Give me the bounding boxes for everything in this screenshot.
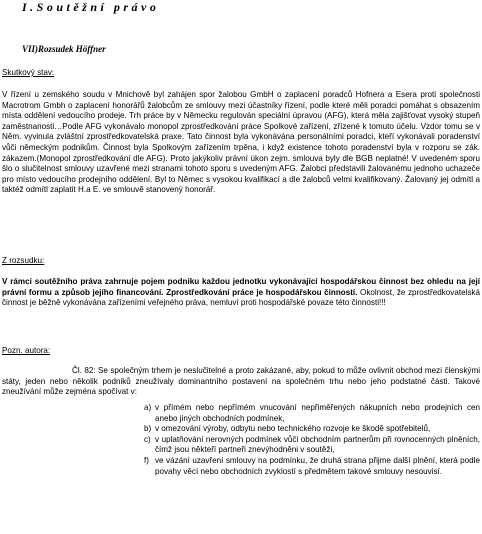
ruling-heading: Z rozsudku: xyxy=(2,256,45,265)
list-item-label: a) xyxy=(144,403,152,412)
list-item-label: f) xyxy=(144,455,149,465)
list-item-text: v přímém nebo nepřímém vnucování nepřiměřených nákupních nebo prodejních cen anebo jiných obchodních podmínek, xyxy=(155,403,480,423)
list-item xyxy=(144,403,480,424)
facts-heading: Skutkový stav: xyxy=(2,68,55,77)
article-list xyxy=(144,403,480,477)
facts-paragraph: V řízení u zemského soudu v Mnichově byl zahájen spor žalobou GmbH o zaplacení poradců Hofnera a Esera proti společnosti Macrotrom Gmbh o zaplacení honorářů žalobcům ze smlouvy mezi účastníky řízení, podle které měli poradci pomáhat s obsazením místa oddělení vedoucího prodeje. Trh práce by v Německu regulován speciální úpravou (AFG), která měla zajišťovat vysoký stupeň zaměstnanosti…Podle AFG vykonávalo monopol zprostředkování práce Spolkové zařízení, zřízené k tomuto účelu. Vzdor tomu se v Něm. vyvinula zvláštní zprostředkovatelská praxe. Tato činnost byla vykonávána personálními poradci, kteří vykonávali poradenství vůči německým podnikům. Činnost byla Spolkovým zařízením trpěna, i když existence tohoto poradenství byla v rozporu se zák. zákazem.(Monopol zprostředkování dle AFG). Proto jakýkoliv právní úkon zejm. smlouva byly dle BGB neplatné! V uvedeném sporu šlo o slučitelnost smlouvy uzavřené mezi stranami tohoto sporu s uvedeným AFG. Žalobci představili žalovanému jednoho uchazeče pro místo vedoucího prodejního oddělení. Byl to Němec s vysokou kvalifikací a dle žalobců velmi kvalifikovaný. Žalovaný jej odmítl a taktéž odmítl zaplatit H.a E. ve smlouvě stanovený honorář. xyxy=(2,90,480,195)
list-item xyxy=(144,424,480,435)
list-item-label: b) xyxy=(144,424,152,434)
ruling-bold-text: V rámci soutěžního práva zahrnuje pojem podniku každou jednotku vykonávající hospodářskou činnost bez ohledu na její právní formu a způsob jejího financování. Zprostředkování práce je hospodářskou činností. xyxy=(2,277,480,297)
list-item xyxy=(144,435,480,456)
list-item-text: ve vázání uzavření smlouvy na podmínku, že druhá strana přijme další plnění, která podle povahy věcí nebo obchodních zvyklostí s předmětem takové smlouvy nesouvisí. xyxy=(155,455,480,476)
ruling-plain-text: Okolnost, že zprostředkovatelská činnost je běžně vykonávána zařízeními veřejného práva, nemluví proti hospodářské povaze této činnosti!!! xyxy=(2,287,480,308)
article-text: Čl. 82: Se společným trhem je neslučitelné a proto zakázané, aby, pokud to může ovlivnit obchod mezi členskými státy, jeden nebo několik podniků zneužívaly dominantního postavení na společném trhu nebo jeho podstatné části. Takové zneužívání může zejména spočívat v: xyxy=(2,366,480,397)
list-item-text: v uplatňování nerovných podmínek vůči obchodním partnerům při rovnocenných plněních, čímž jsou někteří partneři znevýhodněni v soutěži, xyxy=(155,434,480,455)
list-item-label: c) xyxy=(144,434,151,444)
note-heading: Pozn. autora: xyxy=(2,346,51,355)
ruling-paragraph xyxy=(2,277,480,309)
list-item xyxy=(144,456,480,477)
document-title: I.Soutěžní právo xyxy=(22,0,160,14)
list-item-text: v omezování výroby, odbytu nebo technického rozvoje ke škodě spotřebitelů, xyxy=(155,424,431,434)
section-title: VII)Rozsudek Höffner xyxy=(22,44,106,54)
article-paragraph xyxy=(2,366,480,398)
